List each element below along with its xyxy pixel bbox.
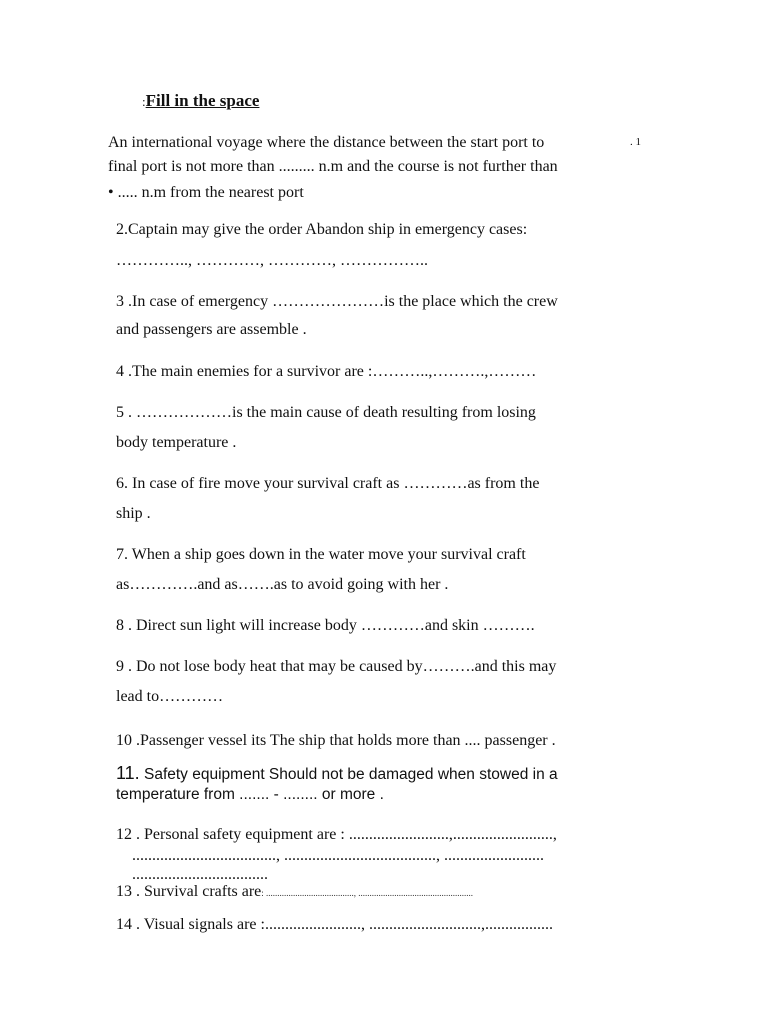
question-6-line-2: ship . — [116, 505, 151, 522]
question-13-text: 13 . Survival crafts are — [116, 883, 262, 900]
question-6-line-1: 6. In case of fire move your survival craft as …………as from the — [116, 475, 540, 492]
question-1-line-1: An international voyage where the distance between the start port to — [108, 134, 545, 151]
question-11-number: 11. — [116, 763, 140, 783]
question-3-line-2: and passengers are assemble . — [116, 321, 307, 338]
question-14-line-1: 14 . Visual signals are :........................, ............................,................. — [116, 916, 553, 933]
question-8-line-1: 8 . Direct sun light will increase body …………and skin ………. — [116, 617, 535, 634]
question-9-line-1: 9 . Do not lose body heat that may be caused by……….and this may — [116, 658, 557, 675]
question-12-line-3: .................................. — [132, 866, 268, 883]
question-2-line-1: 2.Captain may give the order Abandon ship in emergency cases: — [116, 221, 528, 238]
question-9-line-2: lead to………… — [116, 688, 224, 705]
question-13-line-1 — [116, 882, 473, 903]
question-1-number: . 1 — [630, 136, 641, 148]
question-11-line-1 — [116, 763, 558, 785]
question-1-line-3: • ..... n.m from the nearest port — [108, 184, 304, 201]
question-2-line-2: ………….., …………, …………, …………….. — [116, 252, 428, 269]
question-11-text: Safety equipment Should not be damaged when stowed in a — [139, 766, 558, 783]
question-13-blanks: : ......................................., ................................................... — [261, 888, 474, 898]
page-title — [142, 91, 259, 112]
question-12-line-2: ...................................., ......................................, ......................... — [132, 847, 544, 864]
question-4-line-1: 4 .The main enemies for a survivor are :………..,……….,……… — [116, 363, 537, 380]
question-1-line-2: final port is not more than ......... n.m and the course is not further than — [108, 158, 558, 175]
question-7-line-2: as………….and as…….as to avoid going with her . — [116, 576, 449, 593]
title-text: Fill in the space — [145, 91, 260, 110]
question-10-line-1: 10 .Passenger vessel its The ship that holds more than .... passenger . — [116, 732, 556, 749]
question-11-line-2: temperature from ....... - ........ or more . — [116, 786, 384, 803]
question-5-line-1: 5 . ………………is the main cause of death resulting from losing — [116, 404, 536, 421]
question-12-line-1: 12 . Personal safety equipment are : .........................,........................., — [116, 826, 557, 843]
question-7-line-1: 7. When a ship goes down in the water move your survival craft — [116, 546, 526, 563]
question-5-line-2: body temperature . — [116, 434, 237, 451]
title-colon: : — [142, 94, 146, 109]
question-3-line-1: 3 .In case of emergency …………………is the place which the crew — [116, 293, 558, 310]
